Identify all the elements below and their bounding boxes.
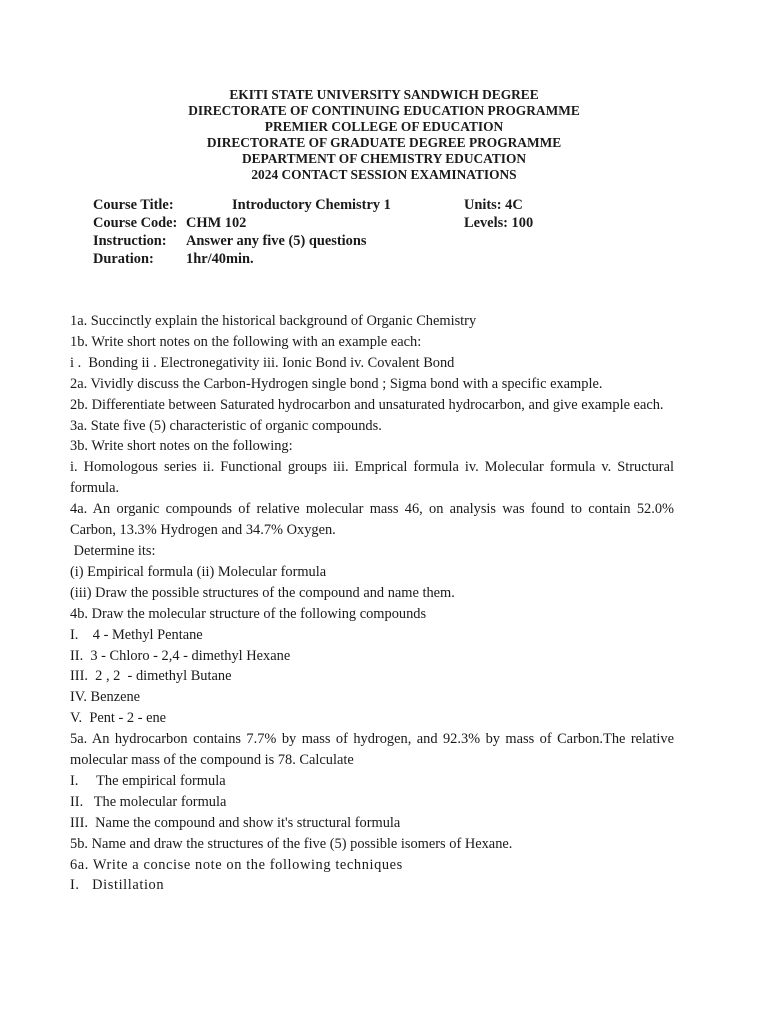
instruction-label: Instruction: — [93, 233, 167, 249]
question-5b: 5b. Name and draw the structures of the five (5) possible isomers of Hexane. — [70, 835, 513, 852]
instruction-value: Answer any five (5) questions — [186, 233, 367, 249]
directorate-continuing: DIRECTORATE OF CONTINUING EDUCATION PROGRAMME — [188, 103, 580, 118]
course-code-label: Course Code: — [93, 215, 178, 231]
question-2b: 2b. Differentiate between Saturated hydrocarbon and unsaturated hydrocarbon, and give example each. — [70, 396, 664, 413]
levels: Levels: 100 — [464, 215, 534, 231]
question-4b: 4b. Draw the molecular structure of the following compounds — [70, 605, 427, 622]
course-title-label: Course Title: — [93, 197, 174, 213]
question-4b-item: I. 4 - Methyl Pentane — [70, 626, 203, 643]
question-4a: 4a. An organic compounds of relative molecular mass 46, on analysis was found to contain 52.0% Carbon, 13.3% Hydrogen and 34.7% Oxygen. — [70, 501, 674, 539]
units: Units: 4C — [464, 197, 523, 213]
question-5a-item: II. The molecular formula — [70, 793, 227, 810]
question-4a-i-ii: (i) Empirical formula (ii) Molecular formula — [70, 563, 327, 580]
duration-value: 1hr/40min. — [186, 251, 254, 267]
question-4b-item: IV. Benzene — [70, 689, 141, 706]
directorate-graduate: DIRECTORATE OF GRADUATE DEGREE PROGRAMME — [206, 135, 562, 150]
exam-header — [0, 87, 768, 183]
question-4b-item: II. 3 - Chloro - 2,4 - dimethyl Hexane — [70, 647, 291, 664]
question-6a: 6a. Write a concise note on the following techniques — [70, 856, 403, 873]
question-5a-item: I. The empirical formula — [70, 772, 226, 789]
question-4a-iii: (iii) Draw the possible structures of the compound and name them. — [70, 584, 455, 601]
university-name: EKITI STATE UNIVERSITY SANDWICH DEGREE — [229, 87, 539, 102]
question-1a: 1a. Succinctly explain the historical background of Organic Chemistry — [70, 313, 477, 329]
department-name: DEPARTMENT OF CHEMISTRY EDUCATION — [241, 151, 527, 166]
course-code-value: CHM 102 — [186, 215, 247, 231]
question-1b: 1b. Write short notes on the following with an example each: — [70, 333, 422, 350]
duration-label: Duration: — [93, 251, 154, 267]
question-3b: 3b. Write short notes on the following: — [70, 438, 293, 455]
question-3a: 3a. State five (5) characteristic of organic compounds. — [70, 417, 382, 434]
question-5a: 5a. An hydrocarbon contains 7.7% by mass of hydrogen, and 92.3% by mass of Carbon.The relative molecular mass of the compound is 78. Calculate — [70, 731, 674, 769]
question-5a-item: III. Name the compound and show it's structural formula — [70, 814, 401, 831]
course-title-value: Introductory Chemistry 1 — [232, 197, 391, 213]
question-6a-item: I. Distillation — [70, 877, 165, 894]
session-title: 2024 CONTACT SESSION EXAMINATIONS — [251, 167, 517, 182]
question-4b-item: V. Pent - 2 - ene — [70, 710, 167, 727]
college-name: PREMIER COLLEGE OF EDUCATION — [264, 119, 504, 134]
question-3b-items: i. Homologous series ii. Functional groups iii. Emprical formula iv. Molecular formula v. Structural formula. — [70, 459, 674, 497]
question-2a: 2a. Vividly discuss the Carbon-Hydrogen single bond ; Sigma bond with a specific example. — [70, 375, 603, 392]
question-4b-item: III. 2 , 2 - dimethyl Butane — [70, 668, 232, 685]
question-1b-items: i . Bonding ii . Electronegativity iii. Ionic Bond iv. Covalent Bond — [70, 354, 455, 371]
question-4a-determine: Determine its: — [70, 542, 156, 559]
questions-body — [70, 311, 674, 896]
